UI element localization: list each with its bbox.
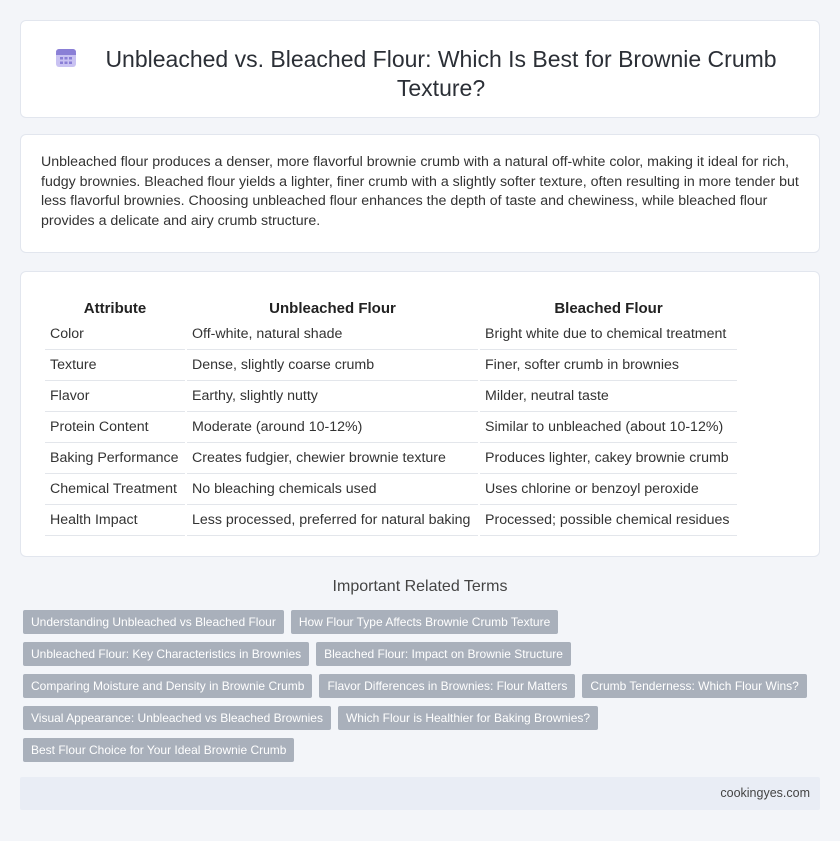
related-terms-list: [23, 610, 823, 770]
table-row: [45, 474, 737, 505]
related-term-tag[interactable]: Crumb Tenderness: Which Flour Wins?: [582, 674, 807, 698]
table-cell: Dense, slightly coarse crumb: [187, 350, 478, 381]
related-term-tag[interactable]: Which Flour is Healthier for Baking Brownies?: [338, 706, 598, 730]
table-cell: Produces lighter, cakey brownie crumb: [480, 443, 737, 474]
comparison-table: [43, 293, 739, 536]
related-term-tag[interactable]: Flavor Differences in Brownies: Flour Matters: [319, 674, 575, 698]
table-cell: Earthy, slightly nutty: [187, 381, 478, 412]
related-term-tag[interactable]: Best Flour Choice for Your Ideal Brownie Crumb: [23, 738, 294, 762]
header-attribute: Attribute: [83, 299, 147, 317]
table-cell: Bright white due to chemical treatment: [480, 319, 737, 350]
table-cell: Baking Performance: [45, 443, 185, 474]
table-cell: Milder, neutral taste: [480, 381, 737, 412]
table-cell: Chemical Treatment: [45, 474, 185, 505]
table-row: [45, 443, 737, 474]
table-cell: Creates fudgier, chewier brownie texture: [187, 443, 478, 474]
footer-site-link[interactable]: cookingyes.com: [720, 786, 810, 800]
table-cell: Texture: [45, 350, 185, 381]
table-row: [45, 319, 737, 350]
table-cell: Similar to unbleached (about 10-12%): [480, 412, 737, 443]
table-cell: Color: [45, 319, 185, 350]
related-term-tag[interactable]: Bleached Flour: Impact on Brownie Structure: [316, 642, 571, 666]
related-term-tag[interactable]: Comparing Moisture and Density in Brownie Crumb: [23, 674, 312, 698]
related-term-tag[interactable]: How Flour Type Affects Brownie Crumb Texture: [291, 610, 558, 634]
table-row: [45, 412, 737, 443]
table-cell: Less processed, preferred for natural baking: [187, 505, 478, 536]
table-cell: Protein Content: [45, 412, 185, 443]
header-unbleached: Unbleached Flour: [269, 299, 396, 317]
table-row: [45, 381, 737, 412]
related-terms-heading: Important Related Terms: [332, 578, 508, 595]
page-title: Unbleached vs. Bleached Flour: Which Is Best for Brownie Crumb Texture?: [105, 46, 777, 101]
header-bleached: Bleached Flour: [554, 299, 663, 317]
table-cell: Uses chlorine or benzoyl peroxide: [480, 474, 737, 505]
related-term-tag[interactable]: Understanding Unbleached vs Bleached Flour: [23, 610, 284, 634]
header-card: [20, 20, 820, 118]
table-row: [45, 505, 737, 536]
table-cell: Finer, softer crumb in brownies: [480, 350, 737, 381]
table-cell: Processed; possible chemical residues: [480, 505, 737, 536]
summary-text: Unbleached flour produces a denser, more flavorful brownie crumb with a natural off-white color, making it ideal for rich, fudgy brownies. Bleached flour yields a lighter, finer crumb with a slightly softer texture, often resulting in more tender but less flavorful brownies. Choosing unbleached flour enhances the depth of taste and chewiness, while bleached flour provides a delicate and airy crumb structure.: [41, 154, 799, 229]
table-cell: Health Impact: [45, 505, 185, 536]
table-cell: Moderate (around 10-12%): [187, 412, 478, 443]
comparison-table-card: [20, 271, 820, 557]
table-row: [45, 350, 737, 381]
table-cell: Off-white, natural shade: [187, 319, 478, 350]
summary-card: [20, 134, 820, 253]
table-cell: No bleaching chemicals used: [187, 474, 478, 505]
footer: [20, 777, 820, 810]
table-cell: Flavor: [45, 381, 185, 412]
table-header-row: [45, 293, 737, 319]
related-term-tag[interactable]: Unbleached Flour: Key Characteristics in Brownies: [23, 642, 309, 666]
related-term-tag[interactable]: Visual Appearance: Unbleached vs Bleached Brownies: [23, 706, 331, 730]
